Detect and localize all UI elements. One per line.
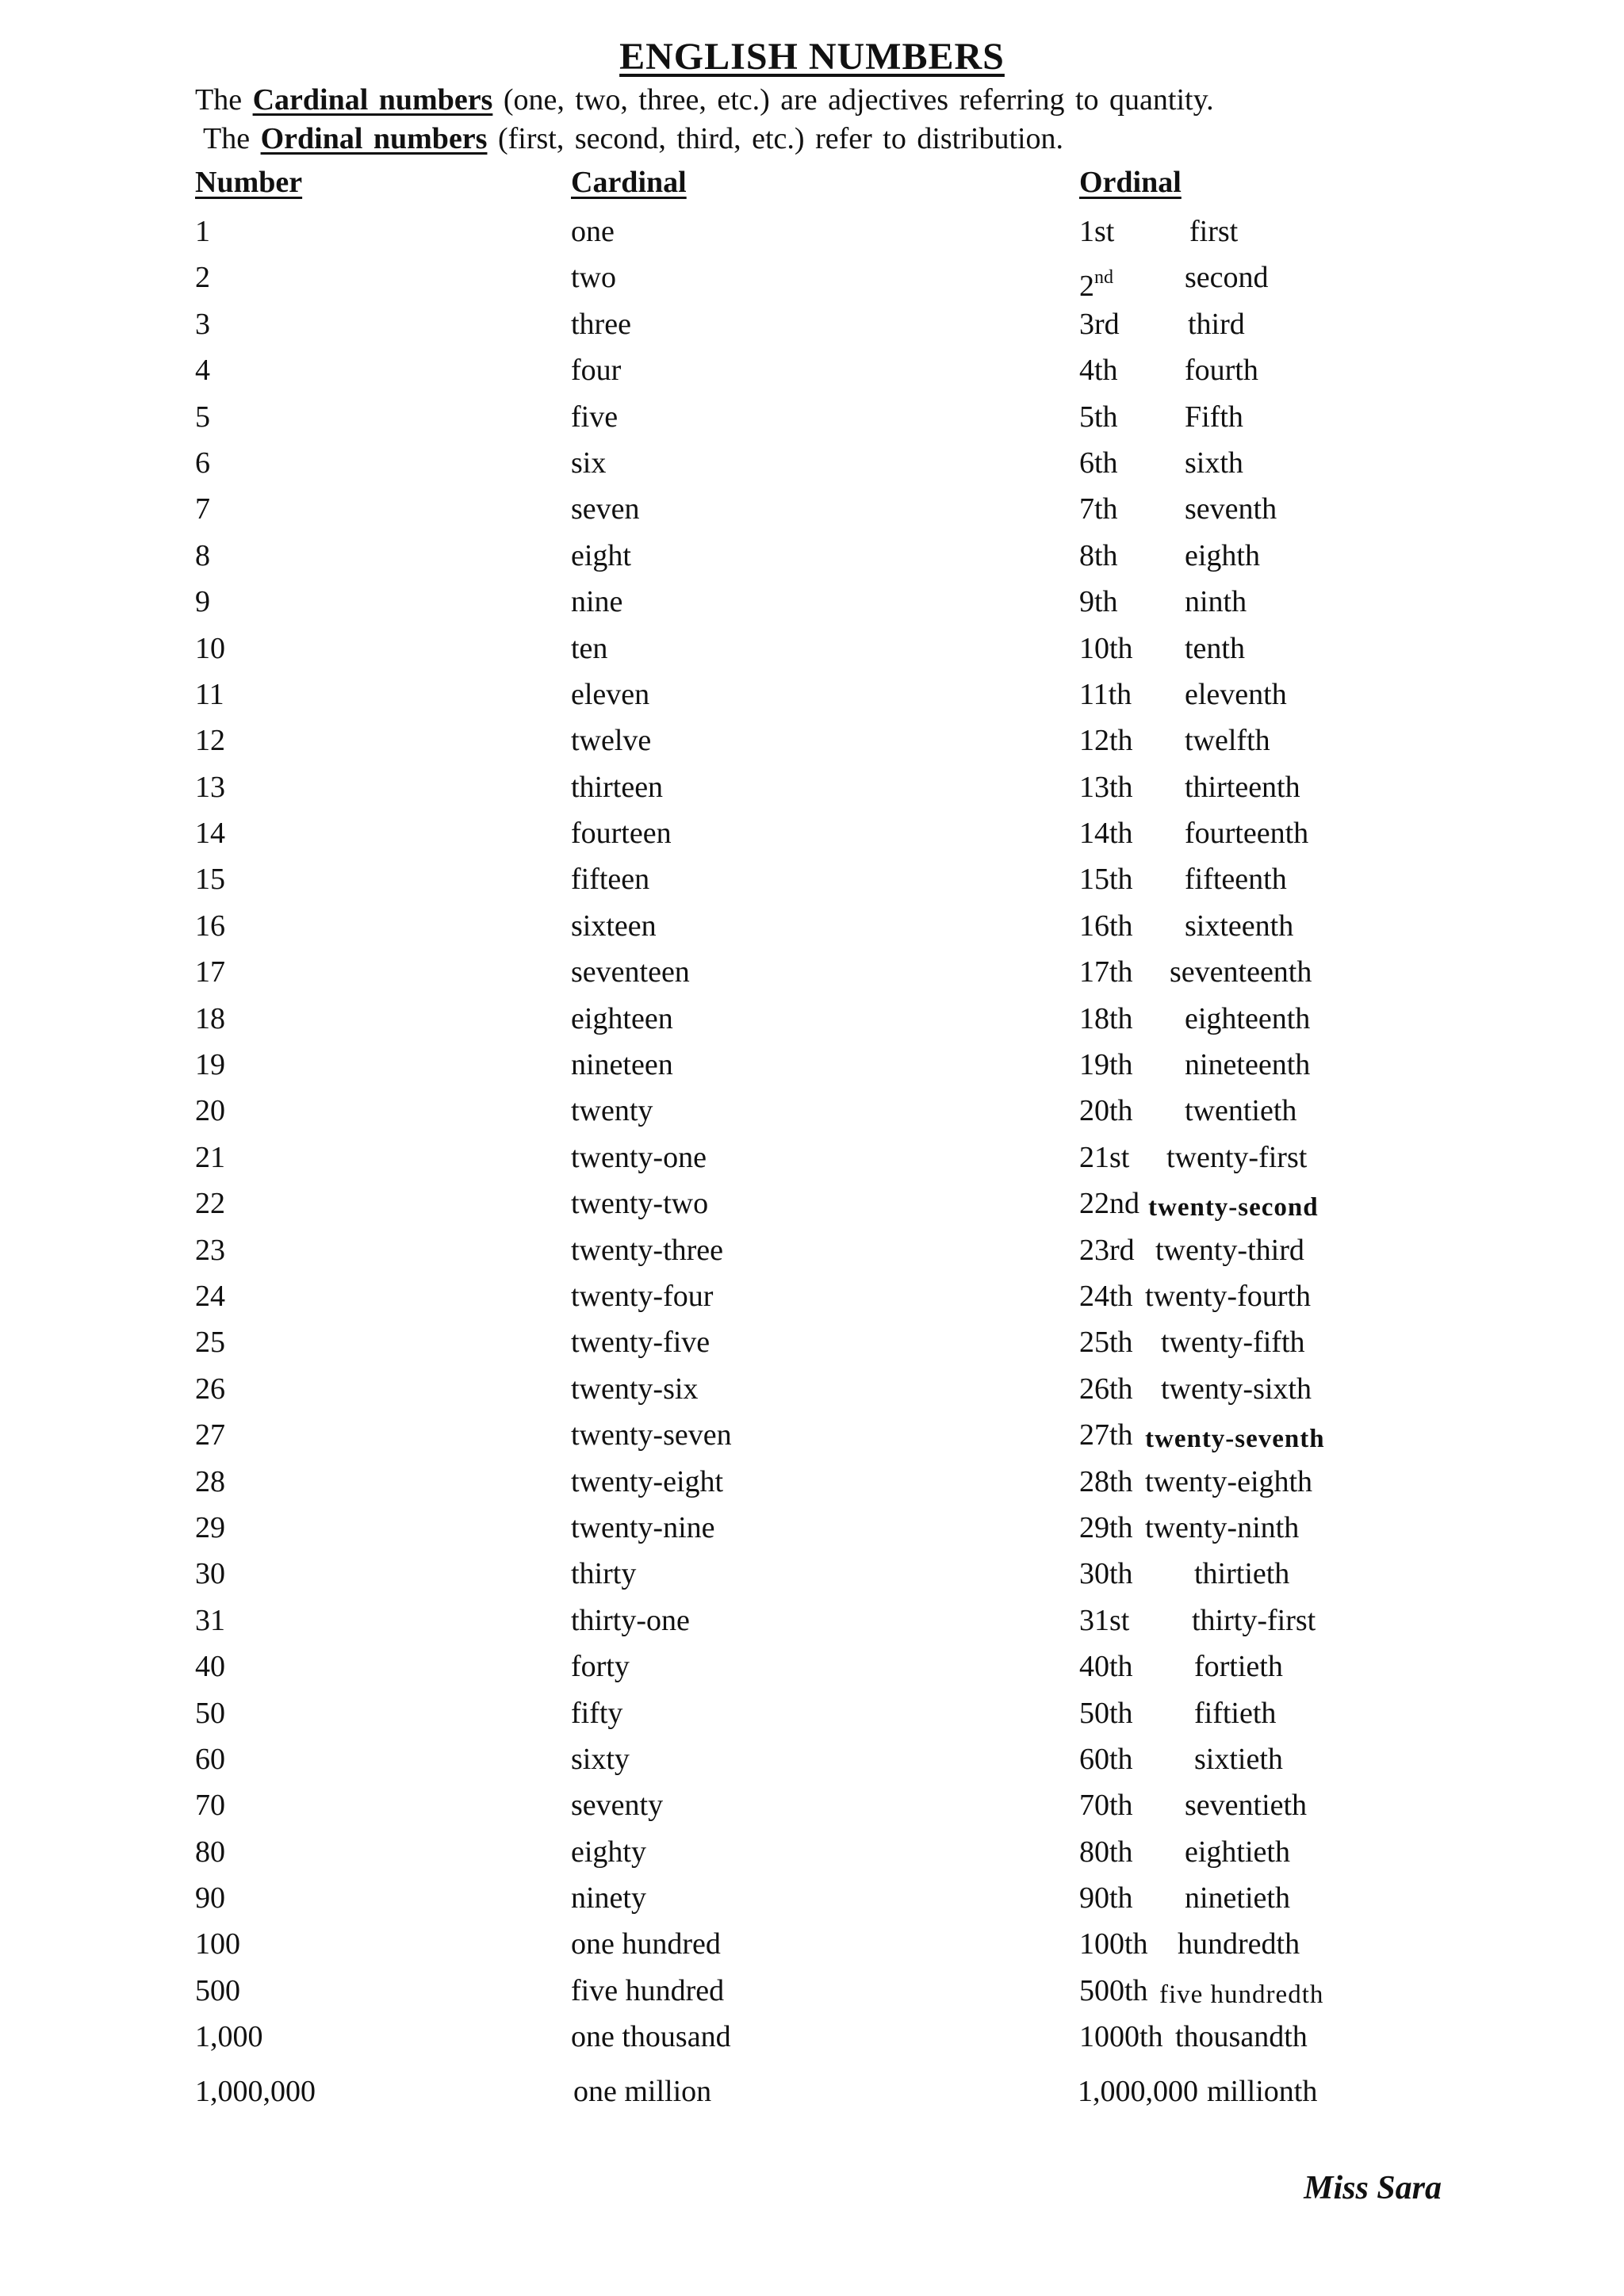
number-cell: 24 [195, 1279, 225, 1313]
ordinal-word-cell: seventieth [1185, 1789, 1308, 1823]
ordinal-abbrev: 80th [1079, 1835, 1133, 1869]
number-cell: 1 [195, 215, 210, 248]
ordinal-abbrev: 90th [1079, 1881, 1133, 1915]
ordinal-cell [1079, 1786, 1133, 1824]
table-row [0, 583, 1624, 629]
ordinal-cell [1079, 675, 1132, 714]
ordinal-word-cell: thirteenth [1185, 770, 1300, 804]
table-row [0, 444, 1624, 490]
table-row [0, 1555, 1624, 1601]
cardinal-cell: five hundred [571, 1973, 725, 2007]
column-header-number: Number [195, 166, 303, 199]
ordinal-cell [1079, 721, 1133, 760]
ordinal-word-cell: twelfth [1185, 724, 1270, 758]
ordinal-word-cell: hundredth [1178, 1927, 1300, 1961]
ordinal-cell [1079, 2018, 1163, 2056]
ordinal-abbrev: 18th [1079, 1001, 1133, 1035]
table-row [0, 629, 1624, 675]
ordinal-abbrev: 1,000,000 [1078, 2074, 1198, 2108]
page-title: ENGLISH NUMBERS [619, 36, 1005, 78]
cardinal-cell: one thousand [571, 2020, 731, 2054]
ordinal-word-cell: eighth [1185, 538, 1260, 572]
number-cell: 15 [195, 863, 225, 897]
ordinal-cell [1079, 1184, 1139, 1223]
ordinal-cell [1079, 1416, 1133, 1454]
ordinal-abbrev: 27th [1079, 1418, 1133, 1452]
table-row [0, 2072, 1624, 2118]
cardinal-cell: one million [573, 2074, 712, 2108]
ordinal-abbrev: 31st [1079, 1603, 1130, 1637]
number-cell: 10 [195, 631, 225, 665]
number-cell: 12 [195, 724, 225, 758]
number-cell: 80 [195, 1835, 225, 1869]
ordinal-word-cell: eleventh [1185, 677, 1287, 711]
number-cell: 1,000 [195, 2020, 263, 2054]
numbers-table [0, 212, 1624, 2118]
ordinal-abbrev: 40th [1079, 1650, 1133, 1684]
ordinal-word-cell: twenty-fourth [1145, 1279, 1311, 1313]
ordinal-abbrev: 26th [1079, 1372, 1133, 1406]
ordinal-abbrev: 15th [1079, 863, 1133, 897]
cardinal-cell: eighty [571, 1835, 646, 1869]
ordinal-abbrev: 16th [1079, 909, 1133, 943]
ordinal-abbrev: 1st [1079, 215, 1115, 248]
cardinal-cell: nine [571, 585, 623, 619]
table-row [0, 305, 1624, 351]
cardinal-cell: twelve [571, 724, 652, 758]
table-row [0, 1786, 1624, 1832]
ordinal-abbrev: 28th [1079, 1464, 1133, 1498]
table-row [0, 2018, 1624, 2064]
number-cell: 11 [195, 677, 224, 711]
ordinal-cell [1079, 1370, 1133, 1408]
table-row [0, 398, 1624, 444]
cardinal-cell: eighteen [571, 1001, 673, 1035]
intro-ordinal-post: (first, second, third, etc.) refer to distribution. [487, 122, 1064, 155]
ordinal-cell [1079, 860, 1133, 898]
ordinal-word-cell: fourteenth [1185, 817, 1309, 851]
ordinal-cell [1079, 814, 1133, 852]
number-cell: 8 [195, 538, 210, 572]
number-cell: 18 [195, 1001, 225, 1035]
cardinal-cell: seventeen [571, 955, 690, 989]
number-cell: 19 [195, 1048, 225, 1082]
ordinal-cell [1079, 1463, 1133, 1501]
cardinal-cell: seventy [571, 1789, 664, 1823]
cardinal-cell: fifteen [571, 863, 650, 897]
cardinal-cell: six [571, 446, 607, 480]
ordinal-abbrev: 17th [1079, 955, 1133, 989]
ordinal-abbrev: 5th [1079, 400, 1118, 434]
ordinal-word-cell: thousandth [1175, 2020, 1308, 2054]
ordinal-cell [1079, 583, 1118, 621]
table-row [0, 1416, 1624, 1462]
table-row [0, 1740, 1624, 1786]
number-cell: 29 [195, 1510, 225, 1544]
ordinal-cell [1079, 1879, 1133, 1917]
ordinal-word-cell: sixth [1185, 446, 1243, 480]
table-row [0, 1833, 1624, 1879]
ordinal-cell [1079, 953, 1133, 991]
ordinal-abbrev: 60th [1079, 1742, 1133, 1776]
cardinal-cell: thirty-one [571, 1603, 690, 1637]
number-cell: 16 [195, 909, 225, 943]
ordinal-abbrev: 20th [1079, 1094, 1133, 1128]
table-row [0, 953, 1624, 999]
ordinal-abbrev: 50th [1079, 1696, 1133, 1730]
table-row [0, 768, 1624, 814]
table-row [0, 860, 1624, 906]
number-cell: 9 [195, 585, 210, 619]
ordinal-cell [1079, 1277, 1133, 1315]
ordinal-word-cell: twenty-eighth [1145, 1464, 1313, 1498]
ordinal-cell [1079, 907, 1133, 945]
table-row [0, 814, 1624, 860]
ordinal-word-cell: thirty-first [1192, 1603, 1316, 1637]
cardinal-cell: twenty-seven [571, 1418, 732, 1452]
ordinal-abbrev: 22nd [1079, 1187, 1139, 1221]
ordinal-abbrev: 30th [1079, 1557, 1133, 1591]
column-header-cardinal: Cardinal [571, 166, 687, 199]
ordinal-word-cell: sixteenth [1185, 909, 1294, 943]
cardinal-cell: eight [571, 538, 631, 572]
cardinal-cell: twenty-six [571, 1372, 699, 1406]
ordinal-abbrev: 70th [1079, 1789, 1133, 1823]
cardinal-cell: twenty-one [571, 1140, 707, 1174]
author-signature: Miss Sara [1304, 2170, 1442, 2206]
number-cell: 40 [195, 1650, 225, 1684]
ordinal-word-cell: eightieth [1185, 1835, 1290, 1869]
ordinal-word-cell: first [1189, 215, 1239, 248]
number-cell: 500 [195, 1973, 240, 2007]
ordinal-abbrev: 7th [1079, 492, 1118, 526]
ordinal-abbrev: 1000th [1079, 2020, 1163, 2054]
ordinal-cell [1079, 258, 1113, 305]
ordinal-word-cell: third [1188, 307, 1245, 341]
ordinal-abbrev: 29th [1079, 1510, 1133, 1544]
ordinal-cell [1079, 398, 1118, 436]
cardinal-cell: twenty-five [571, 1326, 710, 1360]
number-cell: 3 [195, 307, 210, 341]
ordinal-abbrev: 500th [1079, 1973, 1148, 2007]
number-cell: 22 [195, 1187, 225, 1221]
number-cell: 27 [195, 1418, 225, 1452]
table-row [0, 490, 1624, 536]
number-cell: 6 [195, 446, 210, 480]
number-cell: 1,000,000 [195, 2074, 316, 2108]
ordinal-cell [1079, 444, 1118, 482]
ordinal-abbrev: 3rd [1079, 307, 1120, 341]
cardinal-cell: thirteen [571, 770, 664, 804]
number-cell: 4 [195, 354, 210, 388]
cardinal-cell: twenty-nine [571, 1510, 715, 1544]
ordinal-word-cell: eighteenth [1185, 1001, 1311, 1035]
table-row [0, 1925, 1624, 1971]
intro-ordinal-line [203, 121, 1063, 156]
number-cell: 90 [195, 1881, 225, 1915]
ordinal-word-cell: twenty-second [1148, 1193, 1319, 1223]
ordinal-abbrev: 100th [1079, 1927, 1148, 1961]
ordinal-cell [1079, 1509, 1133, 1547]
table-row [0, 1509, 1624, 1555]
intro-cardinal-line [195, 82, 1214, 117]
table-row [0, 1184, 1624, 1230]
intro-cardinal-post: (one, two, three, etc.) are adjectives referring to quantity. [492, 83, 1214, 117]
cardinal-cell: sixteen [571, 909, 657, 943]
cardinal-cell: thirty [571, 1557, 637, 1591]
number-cell: 5 [195, 400, 210, 434]
ordinal-word-cell: fiftieth [1194, 1696, 1277, 1730]
table-row [0, 907, 1624, 953]
ordinal-word-cell: ninetieth [1185, 1881, 1290, 1915]
ordinal-abbrev: 8th [1079, 538, 1118, 572]
ordinal-word-cell: fortieth [1194, 1650, 1283, 1684]
ordinal-abbrev: 6th [1079, 446, 1118, 480]
table-row [0, 1231, 1624, 1277]
ordinal-cell [1079, 1601, 1129, 1640]
cardinal-cell: ninety [571, 1881, 646, 1915]
cardinal-cell: three [571, 307, 631, 341]
table-row [0, 1092, 1624, 1138]
number-cell: 20 [195, 1094, 225, 1128]
table-row [0, 1972, 1624, 2018]
column-header-ordinal: Ordinal [1079, 166, 1182, 199]
ordinal-abbrev: 19th [1079, 1048, 1133, 1082]
ordinal-word-cell: twenty-ninth [1145, 1510, 1300, 1544]
cardinal-cell: twenty-eight [571, 1464, 724, 1498]
cardinal-cell: ten [571, 631, 608, 665]
ordinal-abbrev: 4th [1079, 354, 1118, 388]
cardinal-cell: four [571, 354, 622, 388]
table-row [0, 1647, 1624, 1693]
table-row [0, 1601, 1624, 1647]
cardinal-cell: sixty [571, 1742, 630, 1776]
ordinal-cell [1079, 1000, 1133, 1038]
ordinal-abbrev: 21st [1079, 1140, 1130, 1174]
table-row [0, 1323, 1624, 1369]
ordinal-cell [1079, 1833, 1133, 1871]
table-row [0, 1694, 1624, 1740]
ordinal-abbrev: 11th [1079, 677, 1132, 711]
ordinal-abbrev: 14th [1079, 817, 1133, 851]
ordinal-abbrev: 9th [1079, 585, 1118, 619]
ordinal-abbrev: 13th [1079, 770, 1133, 804]
table-row [0, 1277, 1624, 1323]
ordinal-word-cell: Fifth [1185, 400, 1243, 434]
ordinal-word-cell: nineteenth [1185, 1048, 1311, 1082]
ordinal-word-cell: fifteenth [1185, 863, 1287, 897]
ordinal-cell [1078, 2072, 1198, 2110]
number-cell: 70 [195, 1789, 225, 1823]
number-cell: 21 [195, 1140, 225, 1174]
number-cell: 7 [195, 492, 210, 526]
cardinal-cell: forty [571, 1650, 630, 1684]
ordinal-abbrev: 24th [1079, 1279, 1133, 1313]
ordinal-cell [1079, 305, 1120, 343]
cardinal-cell: fifty [571, 1696, 623, 1730]
ordinal-word-cell: thirtieth [1194, 1557, 1290, 1591]
table-row [0, 1879, 1624, 1925]
ordinal-cell [1079, 1647, 1133, 1686]
ordinal-cell [1079, 768, 1133, 806]
cardinal-cell: fourteen [571, 817, 672, 851]
ordinal-cell [1079, 1323, 1133, 1361]
ordinal-suffix-superscript: nd [1094, 267, 1113, 289]
ordinal-word-cell: twenty-first [1166, 1140, 1308, 1174]
ordinal-cell [1079, 490, 1118, 528]
ordinal-word-cell: tenth [1185, 631, 1245, 665]
number-cell: 2 [195, 261, 210, 295]
ordinal-cell [1079, 351, 1118, 389]
ordinal-cell [1079, 1046, 1133, 1084]
ordinal-cell [1079, 1555, 1133, 1593]
table-row [0, 675, 1624, 721]
ordinal-word-cell: twentieth [1185, 1094, 1297, 1128]
ordinal-word-cell: second [1185, 261, 1269, 295]
ordinal-word-cell: five hundredth [1159, 1980, 1324, 2009]
ordinal-cell [1079, 1694, 1133, 1732]
ordinal-word-cell: seventh [1185, 492, 1277, 526]
table-row [0, 1138, 1624, 1184]
cardinal-cell: twenty-two [571, 1187, 709, 1221]
ordinal-abbrev: 2 [1079, 270, 1094, 304]
ordinal-cell [1079, 1231, 1135, 1269]
number-cell: 13 [195, 770, 225, 804]
number-cell: 17 [195, 955, 225, 989]
cardinal-cell: seven [571, 492, 640, 526]
intro-ordinal-keyword: Ordinal numbers [260, 122, 488, 155]
ordinal-word-cell: twenty-fifth [1161, 1326, 1305, 1360]
number-cell: 60 [195, 1742, 225, 1776]
ordinal-cell [1079, 1740, 1133, 1778]
table-row [0, 1370, 1624, 1416]
ordinal-word-cell: seventeenth [1170, 955, 1312, 989]
ordinal-word-cell: twenty-third [1155, 1233, 1304, 1267]
table-row [0, 721, 1624, 767]
number-cell: 25 [195, 1326, 225, 1360]
number-cell: 14 [195, 817, 225, 851]
ordinal-word-cell: sixtieth [1194, 1742, 1283, 1776]
ordinal-abbrev: 12th [1079, 724, 1133, 758]
ordinal-word-cell: ninth [1185, 585, 1247, 619]
cardinal-cell: five [571, 400, 619, 434]
number-cell: 50 [195, 1696, 225, 1730]
number-cell: 30 [195, 1557, 225, 1591]
ordinal-cell [1079, 1972, 1148, 2010]
number-cell: 26 [195, 1372, 225, 1406]
table-row [0, 537, 1624, 583]
table-row [0, 1463, 1624, 1509]
cardinal-cell: one hundred [571, 1927, 721, 1961]
ordinal-cell [1079, 1138, 1129, 1177]
number-cell: 23 [195, 1233, 225, 1267]
table-row [0, 258, 1624, 304]
ordinal-cell [1079, 629, 1133, 668]
ordinal-word-cell: fourth [1185, 354, 1258, 388]
ordinal-cell [1079, 1092, 1133, 1130]
ordinal-cell [1079, 1925, 1148, 1963]
ordinal-word-cell: twenty-sixth [1161, 1372, 1312, 1406]
ordinal-cell [1079, 537, 1118, 575]
cardinal-cell: eleven [571, 677, 650, 711]
number-cell: 31 [195, 1603, 225, 1637]
cardinal-cell: twenty-four [571, 1279, 714, 1313]
table-row [0, 212, 1624, 258]
ordinal-abbrev: 25th [1079, 1326, 1133, 1360]
ordinal-abbrev: 23rd [1079, 1233, 1135, 1267]
intro-cardinal-pre: The [195, 83, 253, 117]
number-cell: 28 [195, 1464, 225, 1498]
table-row [0, 1046, 1624, 1092]
cardinal-cell: nineteen [571, 1048, 673, 1082]
intro-ordinal-pre: The [203, 122, 261, 155]
number-cell: 100 [195, 1927, 240, 1961]
cardinal-cell: twenty [571, 1094, 653, 1128]
cardinal-cell: one [571, 215, 615, 248]
ordinal-word-cell: millionth [1207, 2074, 1318, 2108]
table-row [0, 1000, 1624, 1046]
ordinal-word-cell: twenty-seventh [1145, 1425, 1325, 1454]
ordinal-cell [1079, 212, 1114, 251]
cardinal-cell: two [571, 261, 616, 295]
cardinal-cell: twenty-three [571, 1233, 724, 1267]
ordinal-abbrev: 10th [1079, 631, 1133, 665]
table-row [0, 351, 1624, 397]
intro-cardinal-keyword: Cardinal numbers [252, 83, 493, 117]
